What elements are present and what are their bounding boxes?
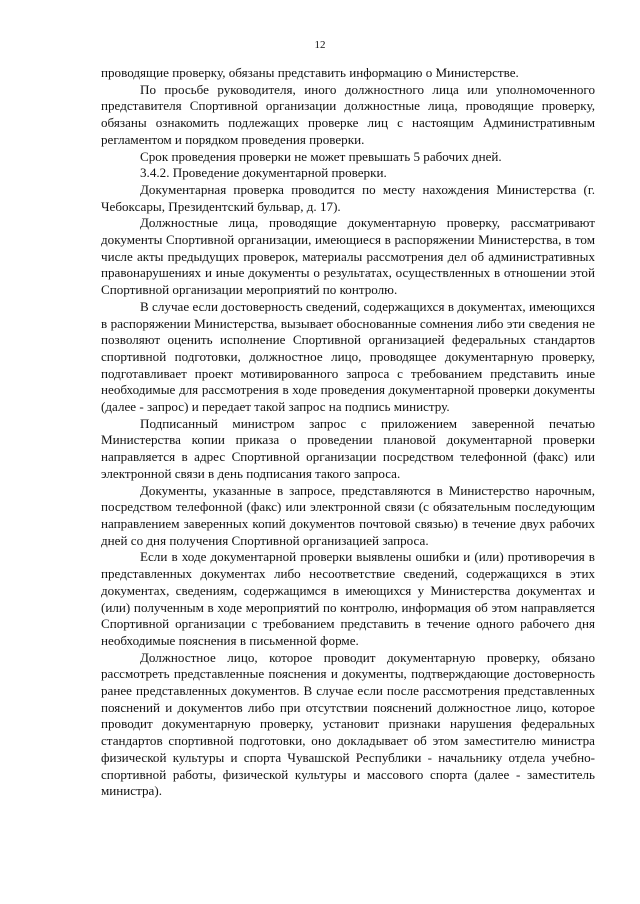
paragraph-document-review: Должностные лица, проводящие документарную проверку, рассматривают документы Спортивной организации, имеющиеся в распоряжении Министерства, в том числе акты предыдущих проверок, материалы рассмотрения дел об административных правонарушениях и иные документы о результатах, осуществленных в отношении этой Спортивной организации мероприятий по контролю. — [101, 215, 595, 298]
paragraph-inspection-term: Срок проведения проверки не может превышать 5 рабочих дней. — [140, 148, 502, 164]
paragraph-continuation: проводящие проверку, обязаны представить информацию о Министерстве. — [101, 65, 519, 80]
paragraph-errors-found: Если в ходе документарной проверки выявлены ошибки и (или) противоречия в представленных документах либо несоответствие сведений, содержащихся в этих документах, сведениям, содержащимся в имеющихся у Министерства документах и (или) полученным в ходе мероприятий по контролю, информация об этом направляется Спортивной организации с требованием представить в течение одного рабочего дня необходимые пояснения в письменной форме. — [101, 549, 595, 648]
page-number: 12 — [314, 39, 326, 51]
paragraph-request-preparation: В случае если достоверность сведений, содержащихся в документах, имеющихся в распоряжении Министерства, вызывает обоснованные сомнения либо эти сведения не позволяют оценить исполнение Спортивной организацией федеральных стандартов спортивной подготовки, должностное лицо, проводящее документарную проверку, подготавливает проект мотивированного запроса с требованием представить иные необходимые для рассмотрения в ходе проведения документарной проверки документы (далее - запрос) и передает такой запрос на подпись министру. — [101, 298, 595, 415]
paragraph-official-review: Должностное лицо, которое проводит документарную проверку, обязано рассмотреть представленные пояснения и документы, подтверждающие достоверность ранее представленных документов. В случае если после рассмотрения представленных пояснений и документов либо при отсутствии пояснений должностное лицо, которое проводит документарную проверку, установит признаки нарушения федеральных стандартов спортивной подготовки, оно докладывает об этом заместителю министра физической культуры и спорта Чувашской Республики - начальнику отдела учебно-спортивной работы, физической культуры и массового спорта (далее - заместитель министра). — [101, 649, 595, 799]
paragraph-signed-request: Подписанный министром запрос с приложением заверенной печатью Министерства копии приказа о проведении плановой документарной проверки направляется в адрес Спортивной организации посредством телефонной (факс) или электронной связи в день подписания такого запроса. — [101, 415, 595, 481]
paragraph-inspection-location: Документарная проверка проводится по месту нахождения Министерства (г. Чебоксары, Президентский бульвар, д. 17). — [101, 181, 595, 214]
document-body — [101, 65, 595, 800]
paragraph-familiarization: По просьбе руководителя, иного должностного лица или уполномоченного представителя Спортивной организации должностные лица, проводящие проверку, обязаны ознакомить подлежащих проверке лиц с настоящим Административным регламентом и порядком проведения проверки. — [101, 81, 595, 147]
section-heading-3-4-2: 3.4.2. Проведение документарной проверки. — [140, 165, 387, 181]
paragraph-document-submission: Документы, указанные в запросе, представляются в Министерство нарочным, посредством телефонной (факс) или электронной связи (с обязательным последующим направлением заверенных копий документов почтовой связью) в течение двух рабочих дней со дня получения Спортивной организацией запроса. — [101, 482, 595, 548]
